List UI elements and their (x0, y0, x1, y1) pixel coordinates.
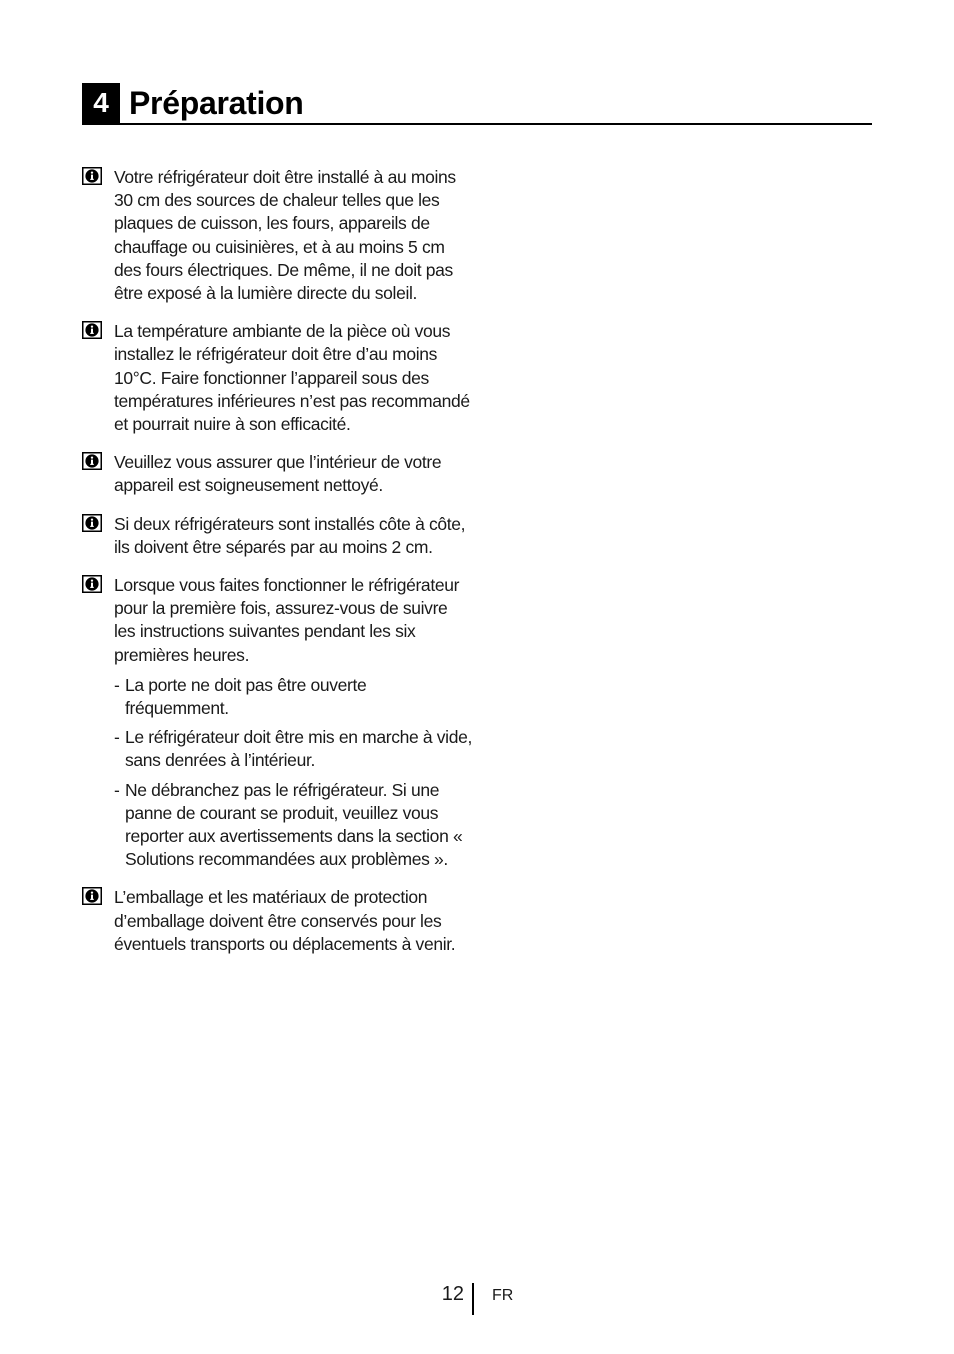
section-header (82, 83, 872, 125)
language-code: FR (492, 1287, 514, 1304)
note-item (82, 320, 472, 436)
note-text: Si deux réfrigérateurs sont installés côte à côte, ils doivent être séparés par au moins 2 cm. (114, 513, 466, 557)
note-item (82, 886, 472, 956)
note-text: Veuillez vous assurer que l’intérieur de votre appareil est soigneusement nettoyé. (114, 452, 442, 496)
info-icon (82, 575, 102, 593)
note-item (82, 451, 472, 497)
sub-list-item (114, 779, 472, 872)
note-text: Lorsque vous faites fonctionner le réfrigérateur pour la première fois, assurez-vous de suivre les instructions suivantes pendant les six premières heures. (114, 575, 460, 665)
note-item (82, 513, 472, 559)
footer-divider (472, 1283, 474, 1315)
info-icon (82, 321, 102, 339)
sub-item-text: Le réfrigérateur doit être mis en marche à vide, sans denrées à l’intérieur. (125, 727, 472, 771)
note-item (82, 166, 472, 305)
page-number: 12 (441, 1283, 464, 1305)
note-item (82, 574, 472, 871)
sub-item-text: La porte ne doit pas être ouverte fréquemment. (125, 674, 367, 719)
info-icon (82, 887, 102, 905)
note-text: Votre réfrigérateur doit être installé à au moins 30 cm des sources de chaleur telles que les plaques de cuisson, les fours, appareils de chauffage ou cuisinières, et à au moins 5 cm des fours électriques. De même, il ne doit pas être exposé à la lumière directe du soleil. (114, 167, 456, 304)
note-text: La température ambiante de la pièce où vous installez le réfrigérateur doit être d’au moins 10°C. Faire fonctionner l’appareil sous des températures inférieures n’est pas recommandé et pourrait nuire à son efficacité. (114, 321, 470, 435)
info-icon (82, 167, 102, 185)
list-dash: - (114, 674, 120, 695)
info-icon (82, 514, 102, 532)
section-title: Préparation (129, 85, 304, 121)
sub-list (114, 674, 472, 872)
info-icon (82, 452, 102, 470)
section-number: 4 (82, 83, 120, 123)
sub-item-text: Ne débranchez pas le réfrigérateur. Si une panne de courant se produit, veuillez vous reporter aux avertissements dans la section « Solutions recommandées aux problèmes ». (125, 779, 463, 870)
sub-list-item (114, 674, 472, 720)
list-dash: - (114, 727, 120, 748)
note-text: L’emballage et les matériaux de protection d’emballage doivent être conservés pour les éventuels transports ou déplacements à venir. (114, 887, 456, 954)
list-dash: - (114, 779, 120, 800)
notes-column (82, 166, 472, 971)
sub-list-item (114, 726, 472, 772)
